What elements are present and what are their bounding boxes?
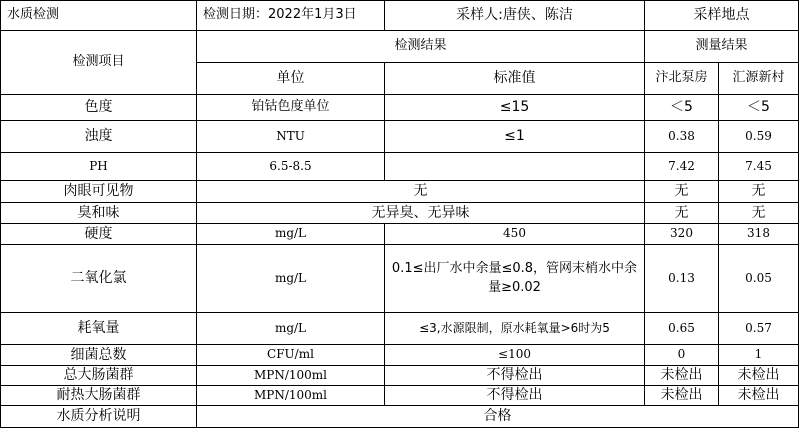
site2-value: 未检出	[719, 366, 799, 386]
item-name: 细菌总数	[1, 345, 197, 366]
item-unit: mg/L	[197, 245, 385, 313]
table-row	[1, 121, 799, 153]
summary-label: 水质分析说明	[1, 406, 197, 428]
site2-value: 318	[719, 224, 799, 245]
site1-value: 0.38	[645, 121, 719, 153]
item-name: 色度	[1, 95, 197, 121]
item-name: 耐热大肠菌群	[1, 386, 197, 406]
measured-column-header: 测量结果	[645, 31, 799, 63]
table-row	[1, 203, 799, 224]
table-row	[1, 153, 799, 181]
item-unit: MPN/100ml	[197, 386, 385, 406]
item-standard: 0.1≤出厂水中余量≤0.8，管网末梢水中余量≥0.02	[385, 245, 645, 313]
table-row	[1, 224, 799, 245]
table-row	[1, 245, 799, 313]
subheader-row	[1, 31, 799, 63]
site2-value: 0.59	[719, 121, 799, 153]
site1-value: 0	[645, 345, 719, 366]
header-row	[1, 1, 799, 31]
item-unit: NTU	[197, 121, 385, 153]
site1-value: 0.65	[645, 313, 719, 345]
item-name: PH	[1, 153, 197, 181]
site2-value: 无	[719, 181, 799, 203]
item-standard: 无异臭、无异味	[197, 203, 645, 224]
site2-value: 无	[719, 203, 799, 224]
item-name: 二氧化氯	[1, 245, 197, 313]
item-name: 耗氧量	[1, 313, 197, 345]
item-standard: ≤3,水源限制，原水耗氧量>6时为5	[385, 313, 645, 345]
site1-value: 320	[645, 224, 719, 245]
sampling-location-header: 采样地点	[645, 1, 799, 31]
site2-value: 0.05	[719, 245, 799, 313]
site2-value: ＜5	[719, 95, 799, 121]
site1-column-header: 汴北泵房	[645, 63, 719, 95]
item-name: 臭和味	[1, 203, 197, 224]
site1-value: 无	[645, 181, 719, 203]
summary-value: 合格	[197, 406, 799, 428]
item-name: 浊度	[1, 121, 197, 153]
standard-column-header: 标准值	[385, 63, 645, 95]
unit-column-header: 单位	[197, 63, 385, 95]
site2-value: 0.57	[719, 313, 799, 345]
table-row	[1, 181, 799, 203]
result-column-header: 检测结果	[197, 31, 645, 63]
item-unit: mg/L	[197, 224, 385, 245]
site1-value: 未检出	[645, 366, 719, 386]
sampler-names: 采样人:唐侠、陈洁	[385, 1, 645, 31]
item-standard	[385, 153, 645, 181]
site1-value: 7.42	[645, 153, 719, 181]
item-column-header: 检测项目	[1, 31, 197, 95]
site2-value: 1	[719, 345, 799, 366]
table-row	[1, 345, 799, 366]
site1-value: 0.13	[645, 245, 719, 313]
site2-value: 未检出	[719, 386, 799, 406]
item-unit: MPN/100ml	[197, 366, 385, 386]
inspection-date: 检测日期：2022年1月3日	[197, 1, 385, 31]
item-unit: 铂钴色度单位	[197, 95, 385, 121]
item-name: 总大肠菌群	[1, 366, 197, 386]
item-standard: 不得检出	[385, 386, 645, 406]
site1-value: 无	[645, 203, 719, 224]
item-standard: ≤15	[385, 95, 645, 121]
item-standard: ≤100	[385, 345, 645, 366]
item-unit: 6.5-8.5	[197, 153, 385, 181]
item-standard: 不得检出	[385, 366, 645, 386]
item-unit: CFU/ml	[197, 345, 385, 366]
item-standard: 450	[385, 224, 645, 245]
item-standard: 无	[197, 181, 645, 203]
site1-value: 未检出	[645, 386, 719, 406]
site2-value: 7.45	[719, 153, 799, 181]
item-standard: ≤1	[385, 121, 645, 153]
item-name: 硬度	[1, 224, 197, 245]
summary-row	[1, 406, 799, 428]
table-row	[1, 95, 799, 121]
site1-value: ＜5	[645, 95, 719, 121]
sheet-title: 水质检测	[1, 1, 197, 31]
site2-column-header: 汇源新村	[719, 63, 799, 95]
item-unit: mg/L	[197, 313, 385, 345]
table-row	[1, 313, 799, 345]
table-row	[1, 366, 799, 386]
item-name: 肉眼可见物	[1, 181, 197, 203]
table-row	[1, 386, 799, 406]
